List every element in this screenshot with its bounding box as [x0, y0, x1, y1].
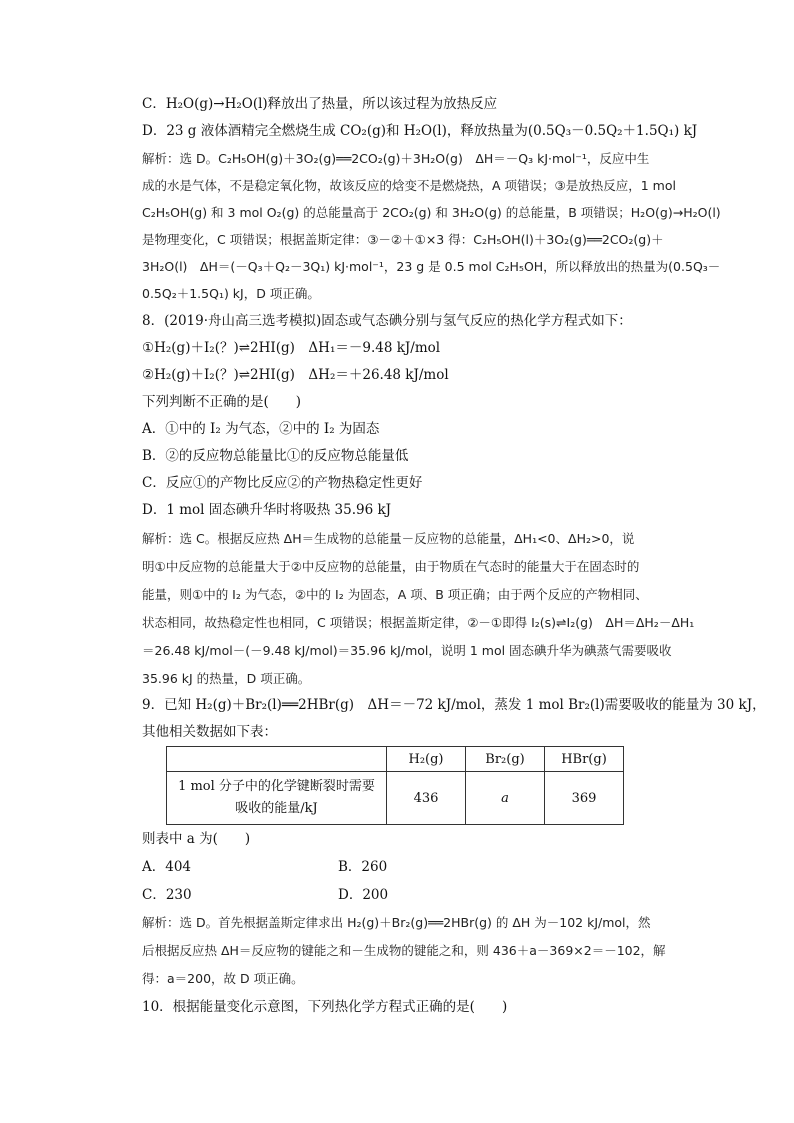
q8-option-c: C．反应①的产物比反应②的产物热稳定性更好: [142, 475, 423, 491]
q8-option-b: B．②的反应物总能量比①的反应物总能量低: [142, 448, 409, 464]
q7-explanation-line: 0.5Q₂＋1.5Q₁) kJ，D 项正确。: [142, 286, 320, 301]
q8-explanation-line: 明①中反应物的总能量大于②中反应物的总能量，由于物质在气态时的能量大于在固态时的: [142, 559, 640, 574]
q9-question: 则表中 a 为( ): [142, 831, 251, 847]
q9-option-c: C．230: [142, 887, 192, 903]
q8-option-a: A．①中的 I₂ 为气态，②中的 I₂ 为固态: [142, 421, 380, 437]
q8-stem: 8．(2019·舟山高三选考模拟)固态或气态碘分别与氢气反应的热化学方程式如下：: [142, 313, 632, 329]
table-cell-br2: a: [466, 772, 545, 825]
q9-option-b: B．260: [338, 859, 388, 875]
q9-explanation-line: 后根据反应热 ΔH＝反应物的键能之和－生成物的键能之和，则 436＋a－369×2＝－102，解: [142, 943, 666, 958]
q7-option-d: D．23 g 液体酒精完全燃烧生成 CO₂(g)和 H₂O(l)，释放热量为(0.5Q₃－0.5Q₂＋1.5Q₁) kJ: [142, 123, 698, 139]
q9-option-a: A．404: [142, 859, 192, 875]
table-row-label: [167, 772, 387, 825]
table-header-row: [167, 747, 624, 772]
q8-explanation-line: 35.96 kJ 的热量，D 项正确。: [142, 671, 311, 686]
table-row: [167, 772, 624, 825]
q8-explanation-line: 状态相同，故热稳定性也相同，C 项错误；根据盖斯定律，②－①即得 I₂(s)⇌I₂(g) ΔH＝ΔH₂－ΔH₁: [142, 615, 695, 630]
q9-option-d: D．200: [338, 887, 389, 903]
q8-explanation-line: 能量，则①中的 I₂ 为气态，②中的 I₂ 为固态，A 项、B 项正确；由于两个反应的产物相同、: [142, 587, 648, 602]
q8-explanation-line: ＝26.48 kJ/mol－(－9.48 kJ/mol)＝35.96 kJ/mol，说明 1 mol 固态碘升华为碘蒸气需要吸收: [142, 643, 672, 658]
table-header-cell: H₂(g): [387, 747, 466, 772]
q8-equation-1: ①H₂(g)＋I₂(？)⇌2HI(g) ΔH₁＝－9.48 kJ/mol: [142, 340, 441, 356]
q8-question: 下列判断不正确的是( ): [142, 394, 302, 410]
q8-explanation-line: 解析：选 C。根据反应热 ΔH＝生成物的总能量－反应物的总能量，ΔH₁<0、ΔH₂>0，说: [142, 531, 635, 546]
table-header-cell: Br₂(g): [466, 747, 545, 772]
q7-explanation-line: 3H₂O(l) ΔH＝(－Q₃＋Q₂－3Q₁) kJ·mol⁻¹，23 g 是 0.5 mol C₂H₅OH，所以释放出的热量为(0.5Q₃－: [142, 259, 721, 274]
q7-explanation-line: 成的水是气体，不是稳定氧化物，故该反应的焓变不是燃烧热，A 项错误；③是放热反应，1 mol: [142, 178, 676, 193]
q8-equation-2: ②H₂(g)＋I₂(？)⇌2HI(g) ΔH₂＝＋26.48 kJ/mol: [142, 367, 449, 383]
q9-stem-line-1: 9．已知 H₂(g)＋Br₂(l)══2HBr(g) ΔH＝－72 kJ/mol，蒸发 1 mol Br₂(l)需要吸收的能量为 30 kJ，: [142, 697, 766, 713]
bond-energy-table: [166, 746, 624, 825]
q9-explanation-line: 得：a＝200，故 D 项正确。: [142, 971, 304, 986]
q7-explanation-line: 解析：选 D。C₂H₅OH(g)＋3O₂(g)══2CO₂(g)＋3H₂O(g) ΔH＝－Q₃ kJ·mol⁻¹，反应中生: [142, 151, 650, 166]
table-header-cell: [167, 747, 387, 772]
q7-explanation-line: 是物理变化，C 项错误；根据盖斯定律：③－②＋①×3 得：C₂H₅OH(l)＋3O₂(g)══2CO₂(g)＋: [142, 232, 664, 247]
row-label-line: 吸收的能量/kJ: [235, 801, 318, 816]
row-label-line: 1 mol 分子中的化学键断裂时需要: [178, 779, 375, 794]
q9-stem-line-2: 其他相关数据如下表：: [142, 724, 277, 740]
q8-option-d: D．1 mol 固态碘升华时将吸热 35.96 kJ: [142, 502, 392, 518]
q7-option-c: C．H₂O(g)→H₂O(l)释放出了热量，所以该过程为放热反应: [142, 96, 498, 112]
table-header-cell: HBr(g): [545, 747, 624, 772]
q10-stem: 10．根据能量变化示意图，下列热化学方程式正确的是( ): [142, 999, 508, 1015]
table-cell-h2: 436: [387, 772, 466, 825]
q7-explanation-line: C₂H₅OH(g) 和 3 mol O₂(g) 的总能量高于 2CO₂(g) 和 3H₂O(g) 的总能量，B 项错误；H₂O(g)→H₂O(l): [142, 205, 721, 220]
table-cell-hbr: 369: [545, 772, 624, 825]
q9-explanation-line: 解析：选 D。首先根据盖斯定律求出 H₂(g)＋Br₂(g)══2HBr(g) 的 ΔH 为－102 kJ/mol，然: [142, 915, 651, 930]
